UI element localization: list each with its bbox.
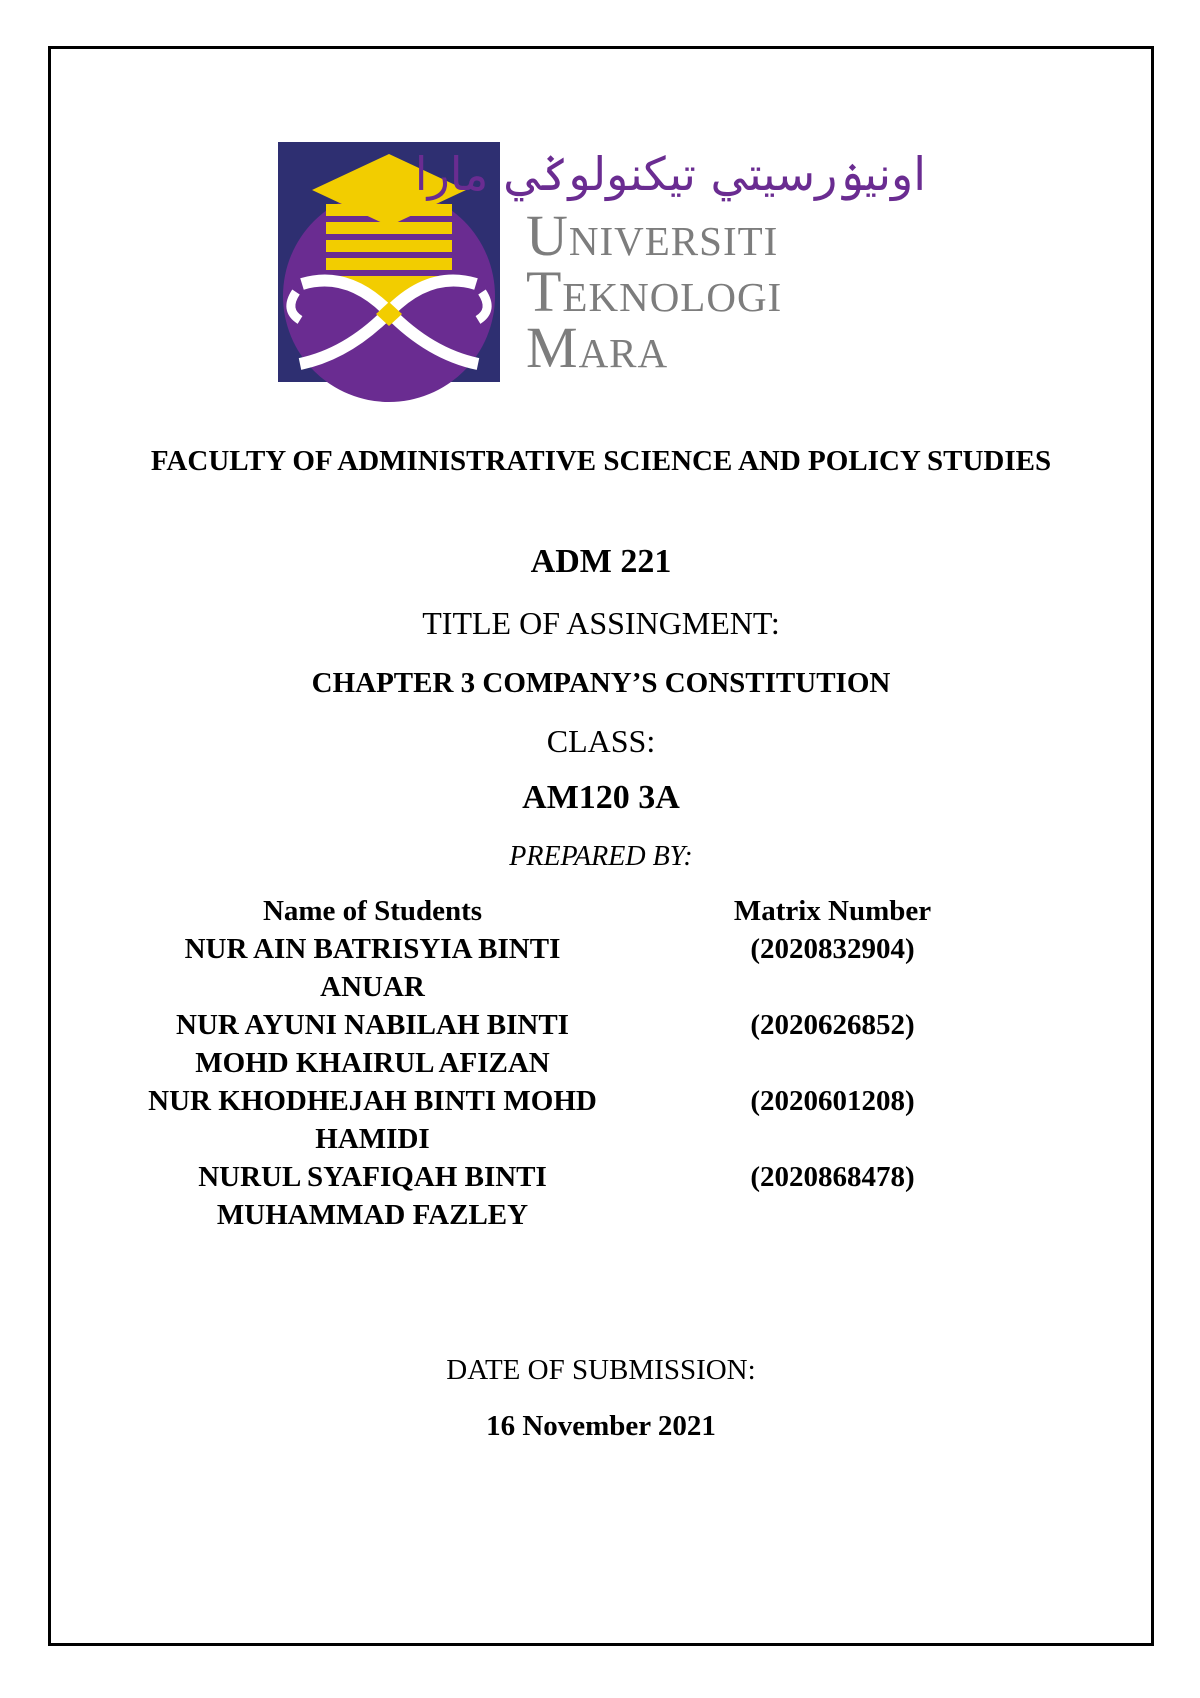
submission-label: DATE OF SUBMISSION: <box>446 1354 756 1386</box>
submission-date: 16 November 2021 <box>486 1410 716 1442</box>
students-table-header <box>140 892 1060 930</box>
student-name: NUR KHODHEJAH BINTI MOHD HAMIDI <box>148 1085 597 1155</box>
matrix-column-header: Matrix Number <box>733 895 932 927</box>
university-wordmark <box>526 203 783 380</box>
wordmark-line-3: Mara <box>526 315 669 380</box>
class-label: CLASS: <box>546 723 656 759</box>
student-name: NURUL SYAFIQAH BINTI MUHAMMAD FAZLEY <box>198 1161 547 1231</box>
student-name: NUR AIN BATRISYIA BINTI ANUAR <box>184 933 561 1003</box>
course-code: ADM 221 <box>530 543 672 580</box>
university-logo <box>278 142 938 382</box>
assignment-title: CHAPTER 3 COMPANY’S CONSTITUTION <box>311 667 891 699</box>
title-label: TITLE OF ASSINGMENT: <box>422 605 780 641</box>
table-row <box>140 930 1060 1006</box>
wordmark-line-2: Teknologi <box>526 259 783 324</box>
university-name-arabic: اونيۏرسيتي تيکنولوݢي مارا <box>414 147 926 201</box>
faculty-name: FACULTY OF ADMINISTRATIVE SCIENCE AND POLICY STUDIES <box>150 445 1052 477</box>
matrix-number: (2020868478) <box>750 1161 915 1193</box>
prepared-by-label: PREPARED BY: <box>509 841 693 872</box>
matrix-number: (2020601208) <box>750 1085 915 1117</box>
wordmark-line-1: Universiti <box>526 203 779 268</box>
name-column-header: Name of Students <box>262 895 483 927</box>
matrix-number: (2020626852) <box>750 1009 915 1041</box>
students-table <box>140 892 1060 1234</box>
table-row <box>140 1082 1060 1158</box>
table-row <box>140 1006 1060 1082</box>
table-row <box>140 1158 1060 1234</box>
matrix-number: (2020832904) <box>750 933 915 965</box>
class-value: AM120 3A <box>522 779 680 816</box>
student-name: NUR AYUNI NABILAH BINTI MOHD KHAIRUL AFIZAN <box>176 1009 569 1079</box>
